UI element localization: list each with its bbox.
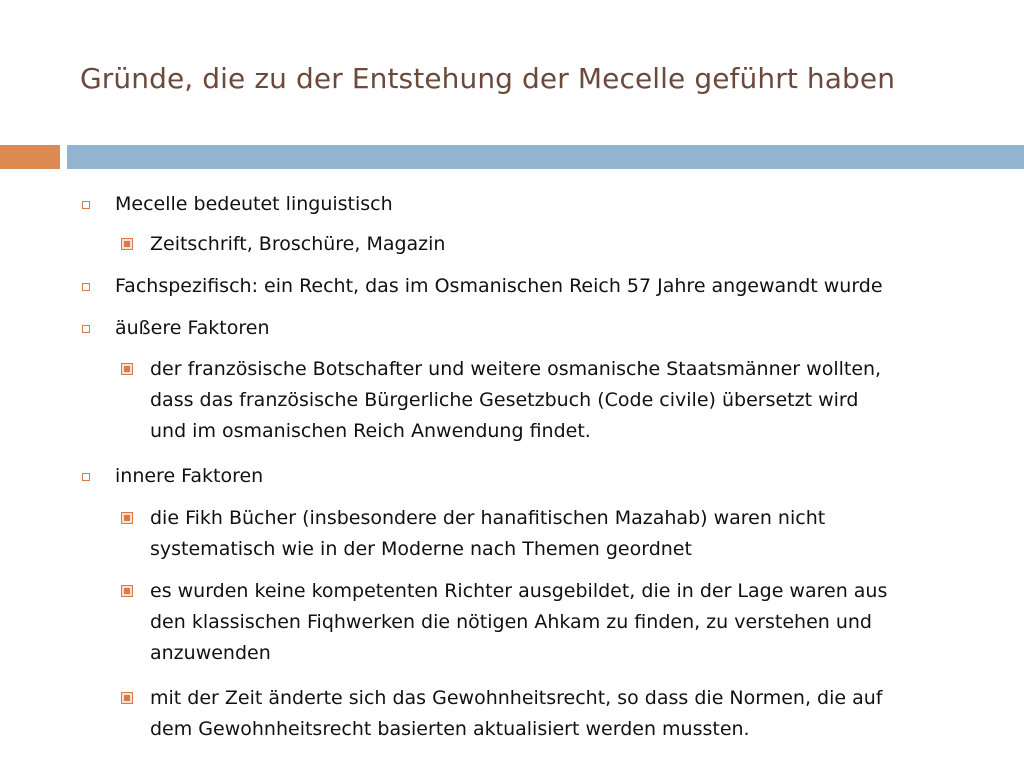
sub-bullet-item <box>150 354 881 447</box>
bullet-text-line: den klassischen Fiqhwerken die nötigen Ahkam zu finden, zu verstehen und <box>150 611 872 633</box>
bullet-marker-icon <box>82 473 90 481</box>
bullet-text-line: es wurden keine kompetenten Richter ausgebildet, die in der Lage waren aus <box>150 580 888 602</box>
bullet-text-line: Mecelle bedeutet linguistisch <box>115 193 393 215</box>
sub-bullet-item <box>150 576 887 669</box>
bullet-text-line: Fachspezifisch: ein Recht, das im Osmanischen Reich 57 Jahre angewandt wurde <box>115 275 883 297</box>
bullet-item <box>115 189 393 220</box>
bullet-marker-icon <box>82 283 90 291</box>
sub-bullet-item <box>150 503 825 565</box>
sub-bullet-item <box>150 229 445 260</box>
bullet-text-line: anzuwenden <box>150 642 271 664</box>
bullet-text-line: der französische Botschafter und weitere osmanische Staatsmänner wollten, <box>150 358 882 380</box>
bullet-marker-icon <box>82 325 90 333</box>
bullet-item <box>115 271 883 302</box>
sub-bullet-marker-icon <box>121 363 133 375</box>
bullet-text-line: innere Faktoren <box>115 465 264 487</box>
bullet-text-line: und im osmanischen Reich Anwendung findet. <box>150 420 591 442</box>
bullet-text-line: die Fikh Bücher (insbesondere der hanafitischen Mazahab) waren nicht <box>150 507 826 529</box>
bullet-item <box>115 313 270 344</box>
sub-bullet-marker-icon <box>121 238 133 250</box>
bullet-text-line: mit der Zeit änderte sich das Gewohnheitsrecht, so dass die Normen, die auf <box>150 687 883 709</box>
bullet-text-line: Zeitschrift, Broschüre, Magazin <box>150 233 446 255</box>
bullet-item <box>115 461 263 492</box>
sub-bullet-marker-icon <box>121 585 133 597</box>
sub-bullet-marker-icon <box>121 512 133 524</box>
slide-title: Gründe, die zu der Entstehung der Mecelle geführt haben <box>80 62 896 95</box>
sub-bullet-marker-icon <box>121 692 133 704</box>
bullet-text-line: dem Gewohnheitsrecht basierten aktualisiert werden mussten. <box>150 718 750 740</box>
bullet-text-line: äußere Faktoren <box>115 317 270 339</box>
bullet-text-line: dass das französische Bürgerliche Gesetzbuch (Code civile) übersetzt wird <box>150 389 859 411</box>
bullet-text-line: systematisch wie in der Moderne nach Themen geordnet <box>150 538 692 560</box>
bullet-marker-icon <box>82 201 90 209</box>
sub-bullet-item <box>150 683 883 745</box>
